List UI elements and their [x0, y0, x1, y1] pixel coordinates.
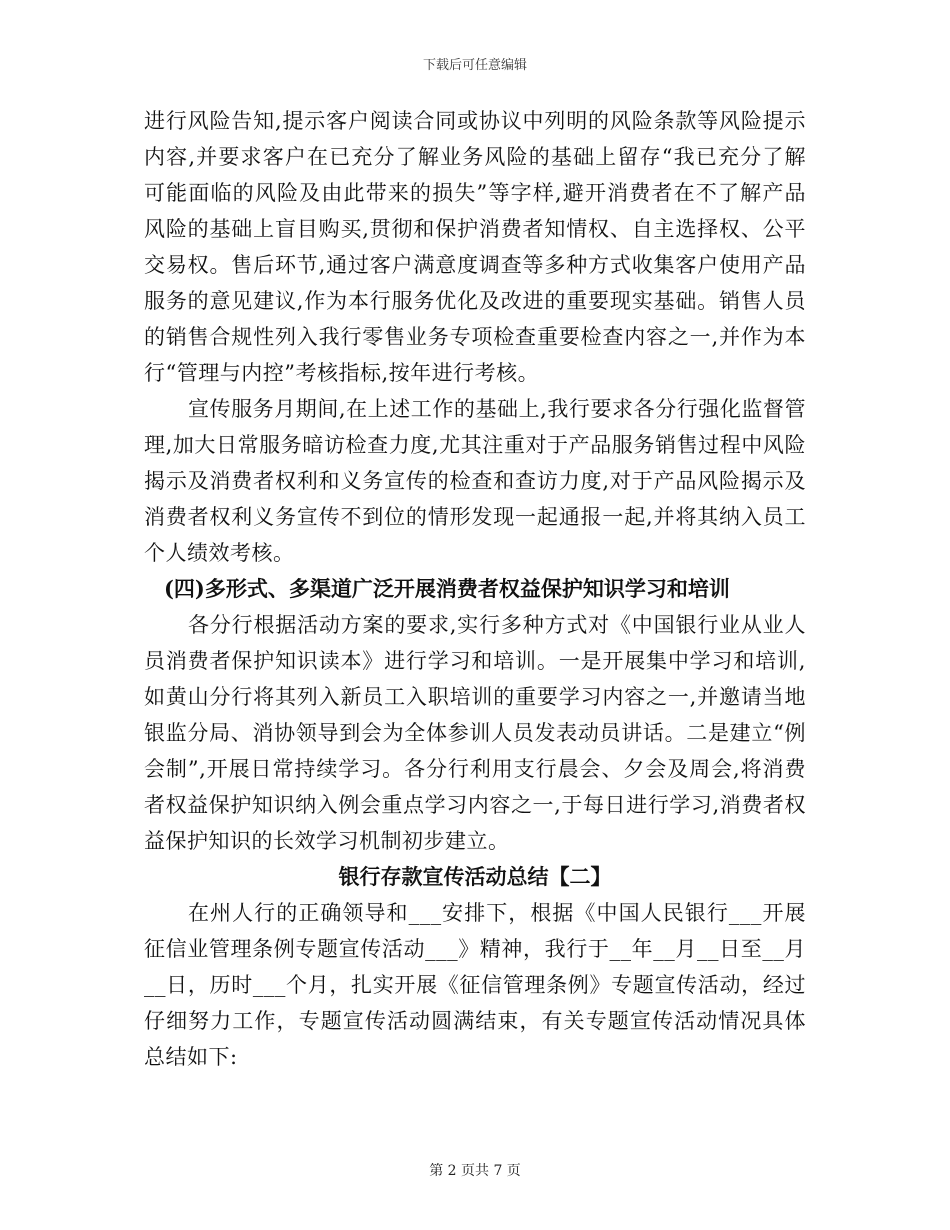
page-footer: 第 2 页共 7 页 [429, 1163, 521, 1179]
document-body [144, 103, 806, 1075]
paragraph-service-month: 宣传服务月期间,在上述工作的基础上,我行要求各分行强化监督管理,加大日常服务暗访检查力度,尤其注重对于产品服务销售过程中风险揭示及消费者权利和义务宣传的检查和查访力度,对于产品风险揭示及消费者权利义务宣传不到位的情形发现一起通报一起,并将其纳入员工个人绩效考核。 [144, 397, 806, 565]
section-heading-training: (四)多形式、多渠道广泛开展消费者权益保护知识学习和培训 [164, 576, 730, 601]
paragraph-credit-campaign: 在州人行的正确领导和___安排下，根据《中国人民银行___开展征信业管理条例专题宣传活动___》精神，我行于__年__月__日至__月__日，历时___个月，扎实开展《征信管理条例》专题宣传活动，经过仔细努力工作，专题宣传活动圆满结束，有关专题宣传活动情况具体总结如下: [144, 901, 806, 1069]
paragraph-training: 各分行根据活动方案的要求,实行多种方式对《中国银行业从业人员消费者保护知识读本》进行学习和培训。一是开展集中学习和培训,如黄山分行将其列入新员工入职培训的重要学习内容之一,并邀请当地银监分局、消协领导到会为全体参训人员发表动员讲话。二是建立“例会制”,开展日常持续学习。各分行利用支行晨会、夕会及周会,将消费者权益保护知识纳入例会重点学习内容之一,于每日进行学习,消费者权益保护知识的长效学习机制初步建立。 [144, 613, 806, 853]
document-title-part-two: 银行存款宣传活动总结【二】 [338, 864, 612, 889]
paragraph-risk-disclosure: 进行风险告知,提示客户阅读合同或协议中列明的风险条款等风险提示内容,并要求客户在已充分了解业务风险的基础上留存“我已充分了解可能面临的风险及由此带来的损失”等字样,避开消费者在不了解产品风险的基础上盲目购买,贯彻和保护消费者知情权、自主选择权、公平交易权。售后环节,通过客户满意度调查等多种方式收集客户使用产品服务的意见建议,作为本行服务优化及改进的重要现实基础。销售人员的销售合规性列入我行零售业务专项检查重要检查内容之一,并作为本行“管理与内控”考核指标,按年进行考核。 [144, 109, 806, 385]
page-header: 下载后可任意编辑 [422, 58, 527, 73]
